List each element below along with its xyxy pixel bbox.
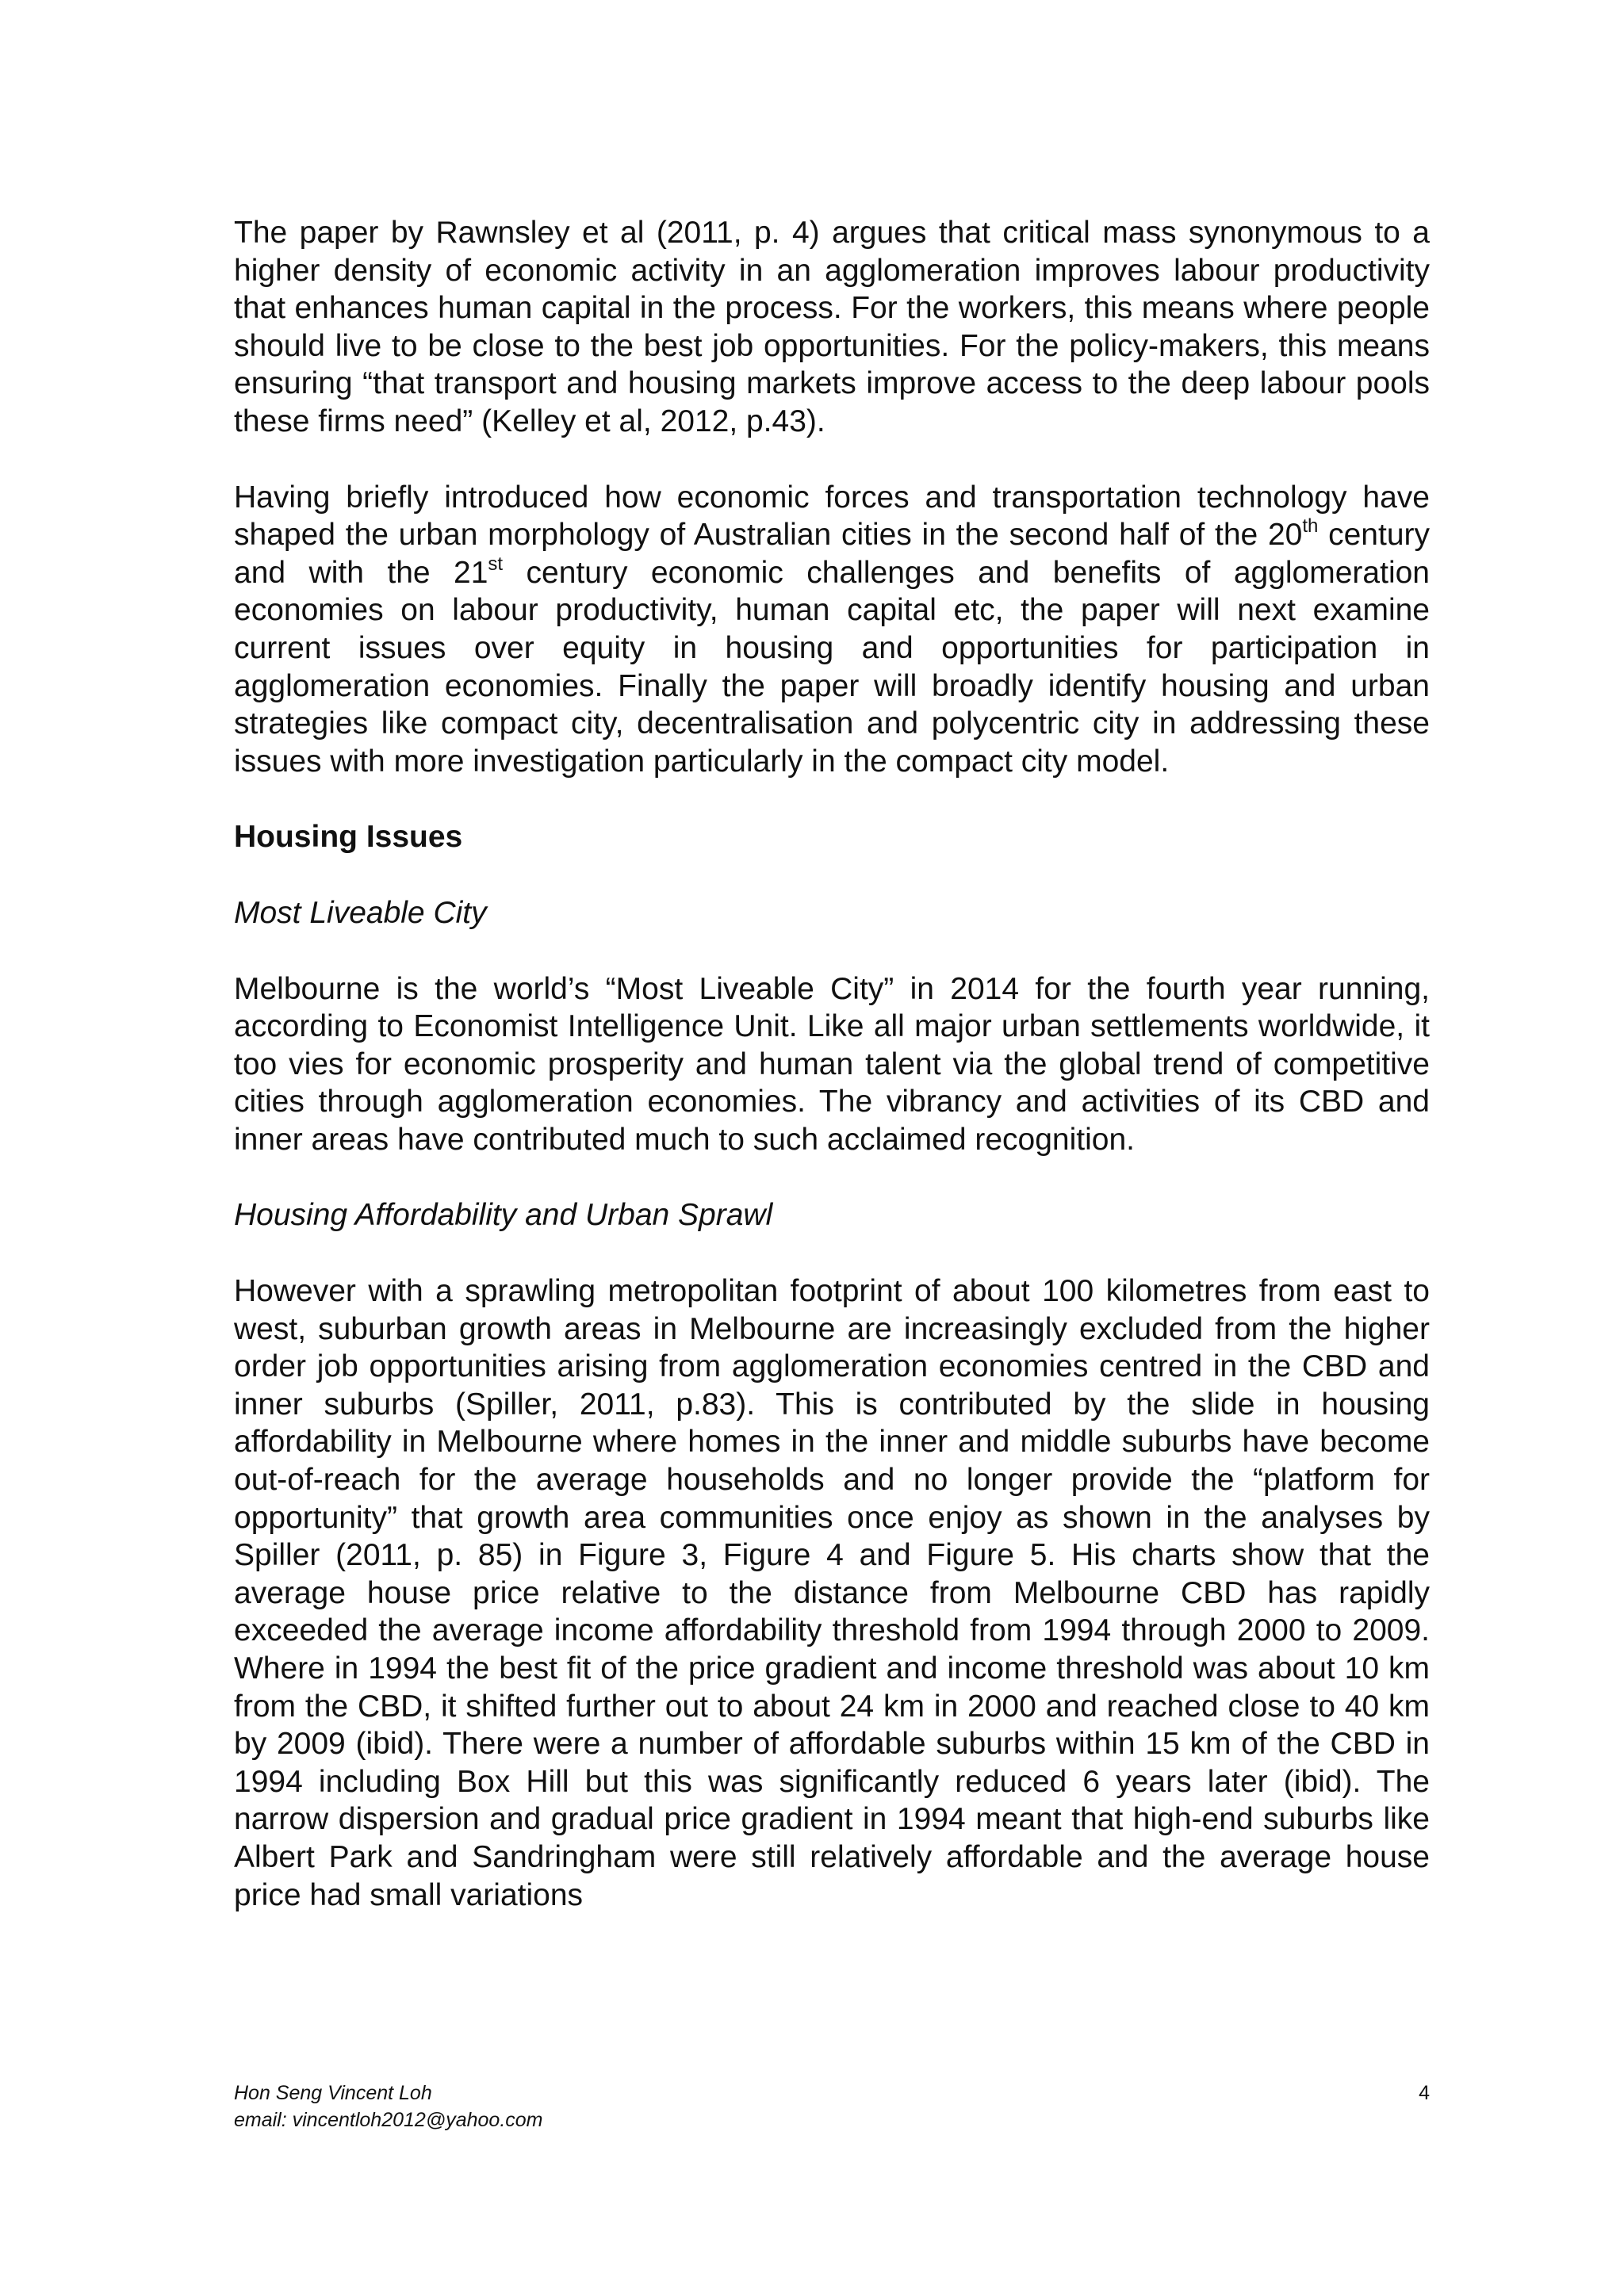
- footer-email: email: vincentloh2012@yahoo.com: [234, 2109, 543, 2131]
- paragraph-text: Having briefly introduced how economic forces and transportation technology have shaped the urban morphology of Australian cities in the second half of the 20: [234, 480, 1430, 553]
- subsection-heading-most-liveable: Most Liveable City: [234, 895, 487, 930]
- paragraph-rawnsley: The paper by Rawnsley et al (2011, p. 4) argues that critical mass synonymous to a higher density of economic activity in an agglomeration improves labour productivity that enhances human capital in the process. For the workers, this means where people should live to be close to the best job opportunities. For the policy-makers, this means ensuring “that transport and housing markets improve access to the deep labour pools these firms need” (Kelley et al, 2012, p.43).: [234, 216, 1430, 438]
- paragraph-introduction-summary: [234, 479, 1430, 781]
- paragraph-text: century and with the 21: [234, 518, 1430, 590]
- footer-author: Hon Seng Vincent Loh: [234, 2082, 432, 2104]
- paragraph-affordability: However with a sprawling metropolitan footprint of about 100 kilometres from east to west, suburban growth areas in Melbourne are increasingly excluded from the higher order job opportunities arising from agglomeration economies centred in the CBD and inner suburbs (Spiller, 2011, p.83). This is contributed by the slide in housing affordability in Melbourne where homes in the inner and middle suburbs have become out-of-reach for the average households and no longer provide the “platform for opportunity” that growth area communities once enjoy as shown in the analyses by Spiller (2011, p. 85) in Figure 3, Figure 4 and Figure 5. His charts show that the average house price relative to the distance from Melbourne CBD has rapidly exceeded the average income affordability threshold from 1994 through 2000 to 2009. Where in 1994 the best fit of the price gradient and income threshold was about 10 km from the CBD, it shifted further out to about 24 km in 2000 and reached close to 40 km by 2009 (ibid). There were a number of affordable suburbs within 15 km of the CBD in 1994 including Box Hill but this was significantly reduced 6 years later (ibid). The narrow dispersion and gradual price gradient in 1994 meant that high-end suburbs like Albert Park and Sandringham were still relatively affordable and the average house price had small variations: [234, 1274, 1430, 1912]
- page-footer: [234, 2080, 1430, 2133]
- superscript-th: th: [1302, 515, 1319, 538]
- section-heading: Housing Issues: [234, 820, 463, 855]
- superscript-st: st: [488, 553, 504, 575]
- page-number: 4: [1419, 2082, 1430, 2104]
- paragraph-most-liveable: Melbourne is the world’s “Most Liveable City” in 2014 for the fourth year running, according to Economist Intelligence Unit. Like all major urban settlements worldwide, it too vies for economic prosperity and human talent via the global trend of competitive cities through agglomeration economies. The vibrancy and activities of its CBD and inner areas have contributed much to such acclaimed recognition.: [234, 971, 1430, 1157]
- subsection-heading-affordability: Housing Affordability and Urban Sprawl: [234, 1198, 773, 1233]
- paragraph-text: century economic challenges and benefits of agglomeration economies on labour productivity, human capital etc, the paper will next examine current issues over equity in housing and opportunities for participation in agglomeration economies. Finally the paper will broadly identify housing and urban strategies like compact city, decentralisation and polycentric city in addressing these issues with more investigation particularly in the compact city model.: [234, 555, 1430, 779]
- document-body: [234, 214, 1430, 1952]
